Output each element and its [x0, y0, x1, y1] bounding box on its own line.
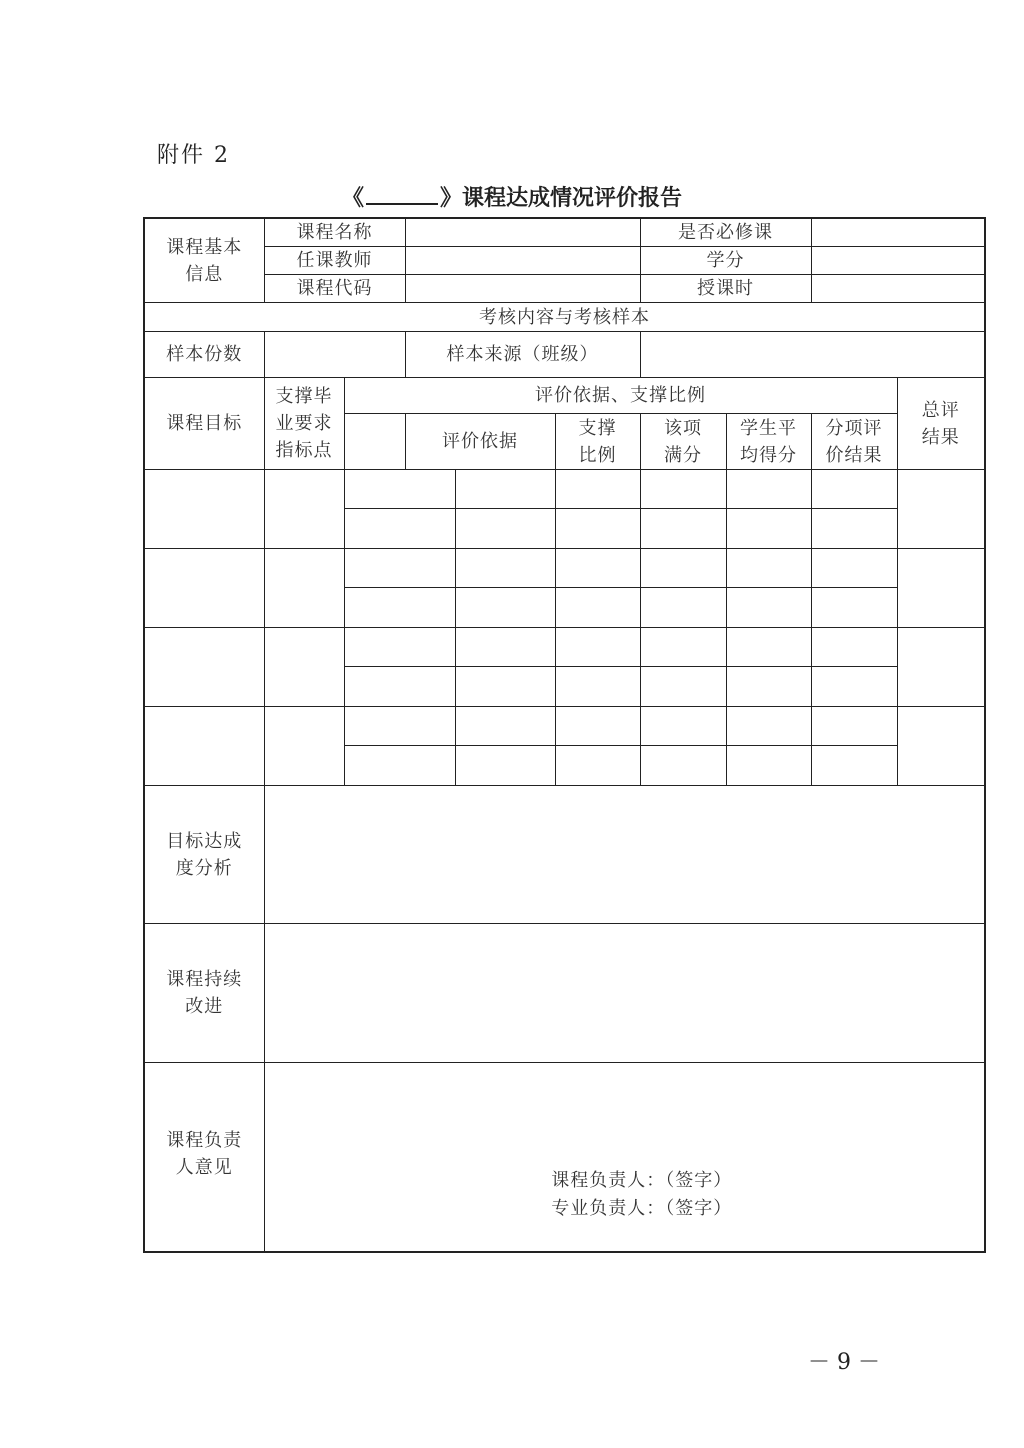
- course-name-label: 课程名称: [264, 218, 405, 247]
- basis-group-header: 评价依据、支撑比例: [344, 378, 897, 414]
- basis-cell[interactable]: [344, 509, 455, 549]
- item-result-cell[interactable]: [726, 588, 811, 628]
- ratio-cell[interactable]: [455, 628, 555, 667]
- sample-count-field[interactable]: [264, 332, 405, 378]
- spare-cell[interactable]: [811, 549, 897, 588]
- attachment-label: 附件 2: [157, 143, 230, 168]
- avg-score-cell[interactable]: [640, 549, 726, 588]
- full-score-cell[interactable]: [555, 628, 640, 667]
- ratio-cell[interactable]: [455, 746, 555, 786]
- basis-cell[interactable]: [344, 707, 455, 746]
- basis-header: 评价依据: [405, 414, 555, 470]
- indicator-cell[interactable]: [264, 707, 344, 786]
- sample-source-field[interactable]: [640, 332, 985, 378]
- avg-score-cell[interactable]: [640, 588, 726, 628]
- indicator-cell[interactable]: [264, 628, 344, 707]
- indicator-cell[interactable]: [264, 470, 344, 549]
- item-result-cell[interactable]: [726, 470, 811, 509]
- compulsory-label: 是否必修课: [640, 218, 811, 247]
- credit-label: 学分: [640, 247, 811, 275]
- page-number: － 9 －: [808, 1350, 880, 1375]
- ratio-cell[interactable]: [455, 588, 555, 628]
- spare-cell[interactable]: [811, 667, 897, 707]
- basis-cell[interactable]: [344, 667, 455, 707]
- avg-score-cell[interactable]: [640, 667, 726, 707]
- table-row: [144, 332, 985, 378]
- avg-score-header: 学生平均得分: [726, 414, 811, 470]
- full-score-cell[interactable]: [555, 470, 640, 509]
- overall-cell[interactable]: [897, 470, 985, 549]
- avg-score-cell[interactable]: [640, 707, 726, 746]
- title-open-bracket: 《: [341, 185, 364, 211]
- table-row: [144, 707, 985, 746]
- item-result-cell[interactable]: [726, 667, 811, 707]
- basis-cell[interactable]: [344, 470, 455, 509]
- assessment-section-header: 考核内容与考核样本: [144, 303, 985, 332]
- goal-cell[interactable]: [144, 549, 264, 628]
- ratio-cell[interactable]: [455, 707, 555, 746]
- ratio-cell[interactable]: [455, 509, 555, 549]
- hours-label: 授课时: [640, 275, 811, 303]
- credit-field[interactable]: [811, 247, 985, 275]
- opinion-label: 课程负责人意见: [144, 1063, 264, 1252]
- ratio-header: 支撑比例: [555, 414, 640, 470]
- title-course-blank[interactable]: [366, 185, 438, 205]
- overall-cell[interactable]: [897, 549, 985, 628]
- major-leader-signature: 专业负责人：（签字）: [551, 1198, 733, 1219]
- item-result-header: 分项评价结果: [811, 414, 897, 470]
- item-result-cell[interactable]: [726, 746, 811, 786]
- overall-cell[interactable]: [897, 628, 985, 707]
- page-title: [0, 181, 1024, 212]
- compulsory-field[interactable]: [811, 218, 985, 247]
- spare-cell[interactable]: [811, 588, 897, 628]
- table-row: [144, 218, 985, 247]
- course-name-field[interactable]: [405, 218, 640, 247]
- avg-score-cell[interactable]: [640, 509, 726, 549]
- goal-cell[interactable]: [144, 707, 264, 786]
- full-score-cell[interactable]: [555, 746, 640, 786]
- goal-cell[interactable]: [144, 470, 264, 549]
- hours-field[interactable]: [811, 275, 985, 303]
- course-code-field[interactable]: [405, 275, 640, 303]
- table-row: [144, 549, 985, 588]
- table-row: [144, 247, 985, 275]
- sample-source-label: 样本来源（班级）: [405, 332, 640, 378]
- sample-count-label: 样本份数: [144, 332, 264, 378]
- table-row: [144, 303, 985, 332]
- course-code-label: 课程代码: [264, 275, 405, 303]
- goal-cell[interactable]: [144, 628, 264, 707]
- basis-cell[interactable]: [344, 549, 455, 588]
- basis-cell[interactable]: [344, 588, 455, 628]
- overall-cell[interactable]: [897, 707, 985, 786]
- teacher-field[interactable]: [405, 247, 640, 275]
- title-text: 课程达成情况评价报告: [462, 185, 683, 211]
- evaluation-form-table: [143, 217, 986, 1253]
- full-score-cell[interactable]: [555, 509, 640, 549]
- achievement-label: 目标达成度分析: [144, 786, 264, 924]
- spare-cell[interactable]: [811, 470, 897, 509]
- basis-cell[interactable]: [344, 746, 455, 786]
- opinion-field[interactable]: [264, 1063, 985, 1252]
- item-result-cell[interactable]: [726, 707, 811, 746]
- full-score-cell[interactable]: [555, 667, 640, 707]
- table-row: [144, 470, 985, 509]
- achievement-field[interactable]: [264, 786, 985, 924]
- ratio-cell[interactable]: [455, 470, 555, 509]
- table-row: [144, 786, 985, 924]
- signature-block: [265, 1167, 985, 1223]
- ratio-cell[interactable]: [455, 549, 555, 588]
- basis-cell[interactable]: [344, 628, 455, 667]
- item-result-cell[interactable]: [726, 509, 811, 549]
- table-row: [144, 378, 985, 414]
- indicator-cell[interactable]: [264, 549, 344, 628]
- spare-cell[interactable]: [811, 707, 897, 746]
- avg-score-cell[interactable]: [640, 746, 726, 786]
- table-row: [144, 924, 985, 1063]
- table-row: [144, 1063, 985, 1252]
- full-score-cell[interactable]: [555, 549, 640, 588]
- spare-cell[interactable]: [811, 628, 897, 667]
- full-score-cell[interactable]: [555, 707, 640, 746]
- spare-cell[interactable]: [811, 746, 897, 786]
- avg-score-cell[interactable]: [640, 470, 726, 509]
- title-close-bracket: 》: [439, 185, 462, 211]
- indicator-header: 支撑毕业要求指标点: [264, 378, 344, 470]
- table-row: [144, 628, 985, 667]
- full-score-cell[interactable]: [555, 588, 640, 628]
- table-row: [144, 275, 985, 303]
- indicator-subcol-field: [344, 414, 405, 470]
- spare-cell[interactable]: [811, 509, 897, 549]
- teacher-label: 任课教师: [264, 247, 405, 275]
- full-score-header: 该项满分: [640, 414, 726, 470]
- improvement-field[interactable]: [264, 924, 985, 1063]
- course-leader-signature: 课程负责人：（签字）: [551, 1170, 733, 1191]
- ratio-cell[interactable]: [455, 667, 555, 707]
- overall-header: 总评结果: [897, 378, 985, 470]
- basic-info-label: 课程基本信息: [144, 218, 264, 303]
- item-result-cell[interactable]: [726, 628, 811, 667]
- improvement-label: 课程持续改进: [144, 924, 264, 1063]
- item-result-cell[interactable]: [726, 549, 811, 588]
- avg-score-cell[interactable]: [640, 628, 726, 667]
- goal-header: 课程目标: [144, 378, 264, 470]
